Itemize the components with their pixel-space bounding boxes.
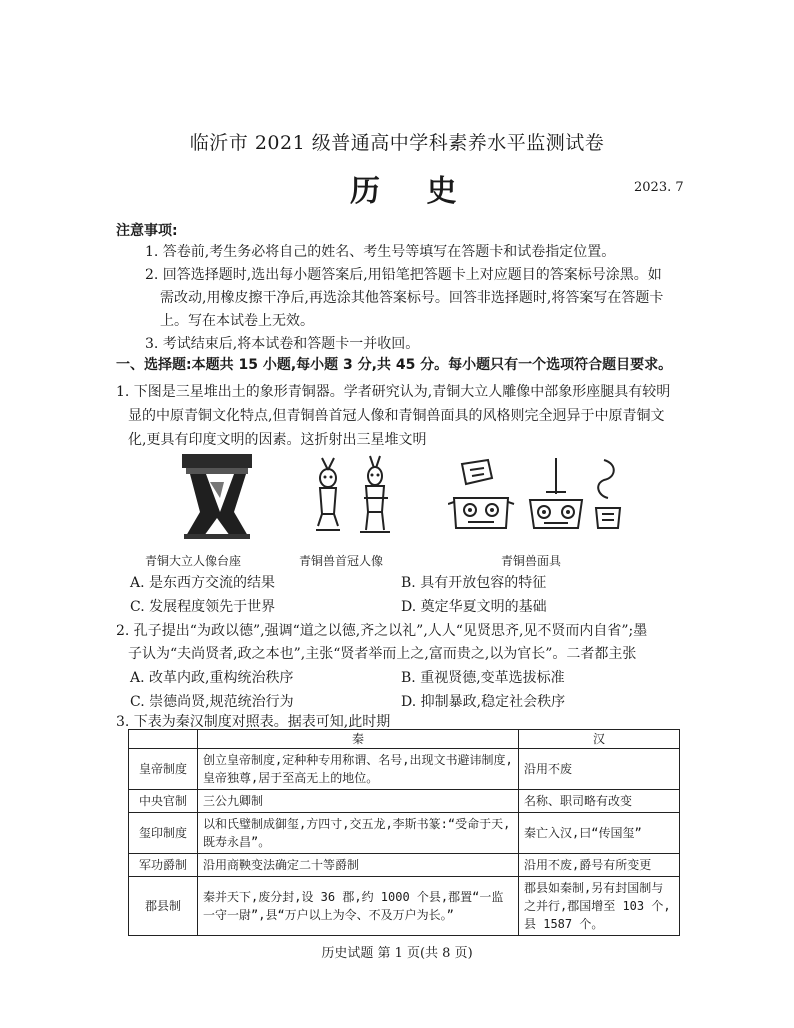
option-b[interactable]: B. 具有开放包容的特征 [401,575,547,591]
notice-line: 需改动,用橡皮擦干净后,再选涂其他答案标号。回答非选择题时,将答案写在答题卡 [160,290,664,306]
option-c[interactable]: C. 崇德尚贤,规范统治行为 [130,694,294,710]
question-1-text: 1. 下图是三星堆出土的象形青铜器。学者研究认为,青铜大立人雕像中部象形座腿具有较明 [116,384,671,400]
figure-caption: 青铜兽首冠人像 [299,554,384,568]
option-a[interactable]: A. 是东西方交流的结果 [130,575,276,591]
question-2-text: 2. 孔子提出“为政以德”,强调“道之以德,齐之以礼”,人人“见贤思齐,见不贤而内自省”;墨 [116,623,648,639]
table-cell: 郡县制 [129,877,198,936]
question-2-text: 子认为“夫尚贤者,政之本也”,主张“贤者举而上之,富而贵之,以为官长”。二者都主张 [128,646,637,662]
table-cell: 三公九卿制 [198,790,519,813]
table-cell: 名称、职司略有改变 [519,790,680,813]
table-row [129,749,680,790]
table-row [129,877,680,936]
table-cell: 皇帝制度 [129,749,198,790]
table-cell: 秦亡入汉,曰“传国玺” [519,813,680,854]
table-cell: 沿用不废 [519,749,680,790]
figure-caption: 青铜大立人像台座 [145,554,242,568]
table-cell: 秦并天下,废分封,设 36 郡,约 1000 个县,郡置“一监一守一尉”,县“万户以上为令、不及万户为长。” [198,877,519,936]
option-d[interactable]: D. 抑制暴政,稳定社会秩序 [401,694,566,710]
figure-caption: 青铜兽面具 [501,554,562,568]
notice-line: 2. 回答选择题时,选出每小题答案后,用铅笔把答题卡上对应题目的答案标号涂黑。如 [145,267,662,283]
table-row [129,854,680,877]
page-footer: 历史试题 第 1 页(共 8 页) [321,946,473,961]
table-cell: 中央官制 [129,790,198,813]
subject-title: 历 史 [350,174,475,209]
question-1-text: 显的中原青铜文化特点,但青铜兽首冠人像和青铜兽面具的风格则完全迥异于中原青铜文 [128,408,665,424]
option-a[interactable]: A. 改革内政,重构统治秩序 [130,670,294,686]
table-header: 汉 [519,730,680,749]
notice-line: 1. 答卷前,考生务必将自己的姓名、考生号等填写在答题卡和试卷指定位置。 [145,244,616,260]
question-1-text: 化,更具有印度文明的因素。这折射出三星堆文明 [128,432,427,448]
table-cell: 沿用商鞅变法确定二十等爵制 [198,854,519,877]
option-d[interactable]: D. 奠定华夏文明的基础 [401,599,547,615]
bronze-mask-image [448,454,626,538]
notice-heading: 注意事项: [116,223,178,239]
notice-line: 上。写在本试卷上无效。 [160,313,314,329]
exam-date: 2023. 7 [634,180,684,195]
exam-title: 临沂市 2021 级普通高中学科素养水平监测试卷 [189,132,605,154]
table-cell: 郡县如秦制,另有封国制与之并行,郡国增至 103 个,县 1587 个。 [519,877,680,936]
table-header [129,730,198,749]
table-header-row [129,730,680,749]
table-cell: 创立皇帝制度,定种种专用称谓、名号,出现文书避讳制度,皇帝独尊,居于至高无上的地位。 [198,749,519,790]
section-heading: 一、选择题:本题共 15 小题,每小题 3 分,共 45 分。每小题只有一个选项符合题目要求。 [116,357,673,373]
table-cell: 玺印制度 [129,813,198,854]
notice-line: 3. 考试结束后,将本试卷和答题卡一并收回。 [145,336,420,352]
bronze-pedestal-image [176,452,258,540]
bronze-figure-image [304,452,396,538]
table-row [129,790,680,813]
question-3-text: 3. 下表为秦汉制度对照表。据表可知,此时期 [116,714,391,730]
qin-han-table [128,729,680,936]
table-row [129,813,680,854]
table-cell: 沿用不废,爵号有所变更 [519,854,680,877]
table-cell: 军功爵制 [129,854,198,877]
table-cell: 以和氏璧制成御玺,方四寸,交五龙,李斯书篆:“受命于天,既寿永昌”。 [198,813,519,854]
table-header: 秦 [198,730,519,749]
option-c[interactable]: C. 发展程度领先于世界 [130,599,276,615]
option-b[interactable]: B. 重视贤德,变革选拔标准 [401,670,565,686]
